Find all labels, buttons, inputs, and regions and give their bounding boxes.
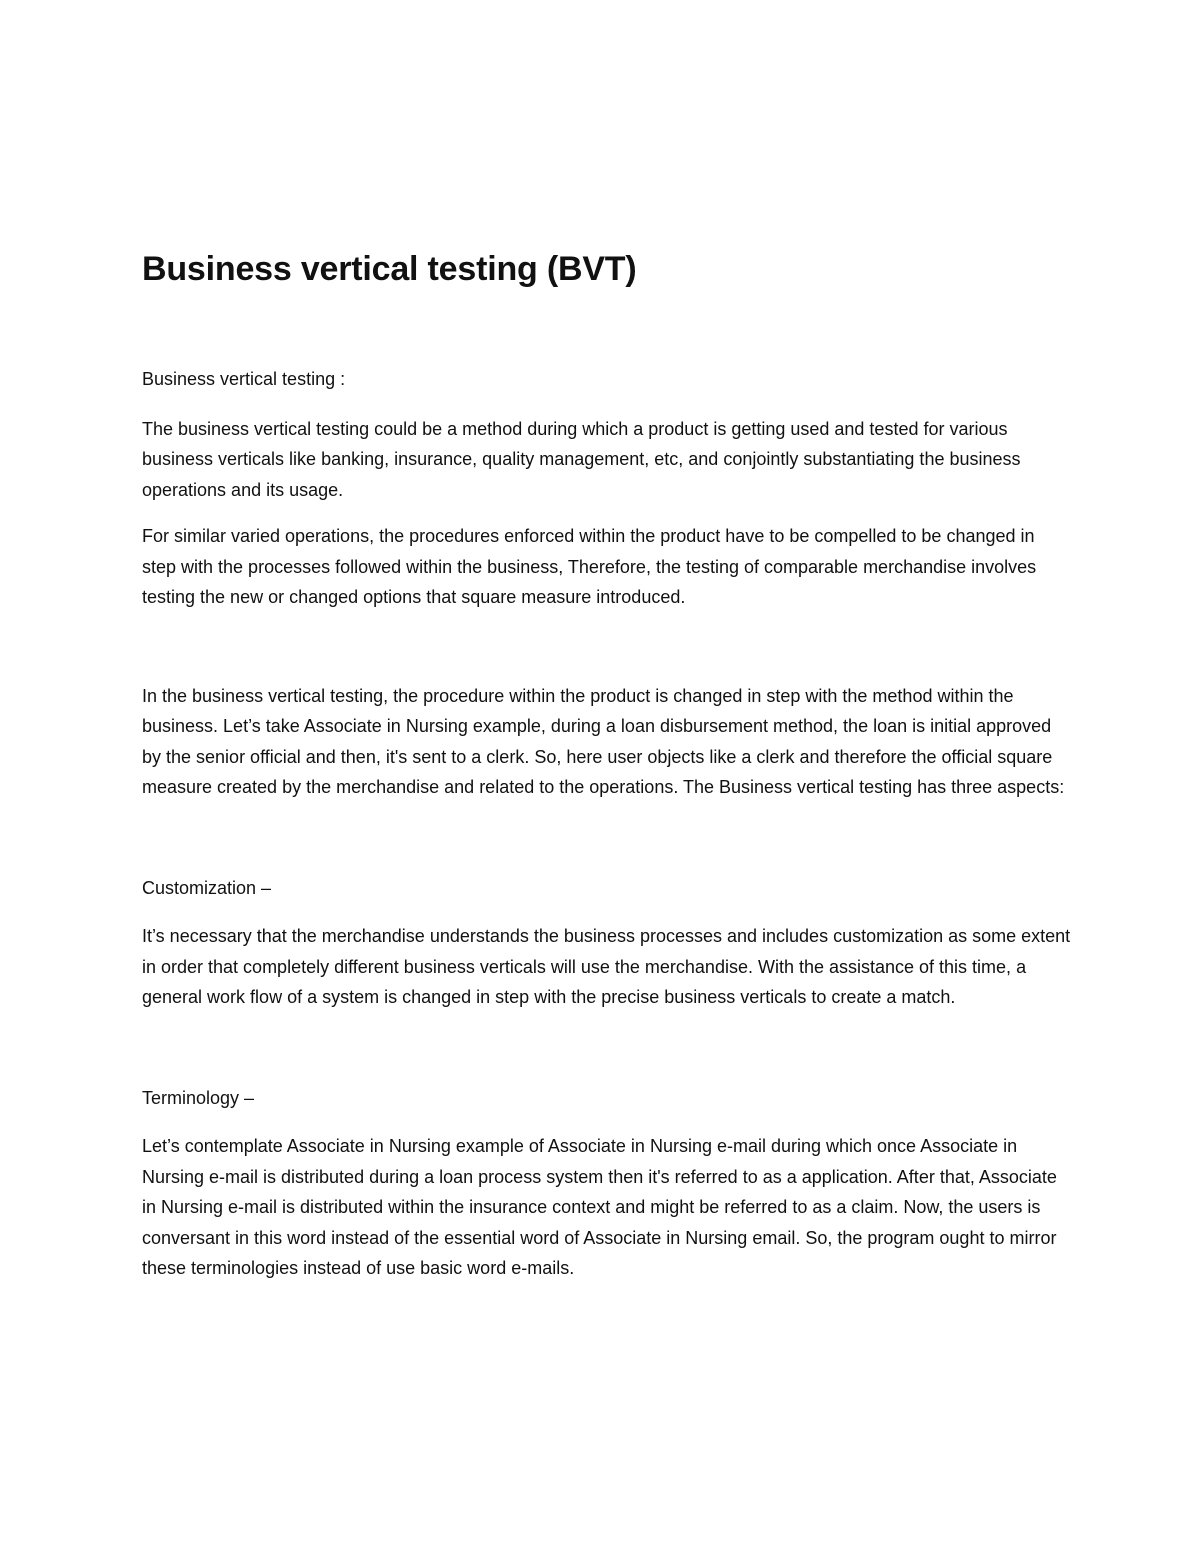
heading-customization: Customization –	[142, 877, 272, 898]
document-title: Business vertical testing (BVT)	[142, 250, 637, 288]
paragraph-customization: It’s necessary that the merchandise understands the business processes and includes customization as some extent in order that completely different business verticals will use the merchandise. With the assistance of this time, a general work flow of a system is changed in step with the precise business verticals to create a match.	[142, 926, 1071, 1007]
paragraph-intro: The business vertical testing could be a method during which a product is getting used and tested for various business verticals like banking, insurance, quality management, etc, and conjointly substantiating the business operations and its usage.	[142, 418, 1021, 500]
paragraph-vertical-testing: In the business vertical testing, the procedure within the product is changed in step with the method within the business. Let’s take Associate in Nursing example, during a loan disbursement method, the loan is initial approved by the senior official and then, it's sent to a clerk. So, here user objects like a clerk and therefore the official square measure created by the merchandise and related to the operations. The Business vertical testing has three aspects:	[142, 685, 1065, 797]
paragraph-similar-operations: For similar varied operations, the procedures enforced within the product have to be compelled to be changed in step with the processes followed within the business, Therefore, the testing of comparable merchandise involves testing the new or changed options that square measure introduced.	[142, 526, 1037, 607]
paragraph-terminology: Let’s contemplate Associate in Nursing example of Associate in Nursing e-mail during which once Associate in Nursing e-mail is distributed during a loan process system then it's referred to as a application. After that, Associate in Nursing e-mail is distributed within the insurance context and might be referred to as a claim. Now, the users is conversant in this word instead of the essential word of Associate in Nursing email. So, the program ought to mirror these terminologies instead of use basic word e-mails.	[142, 1136, 1057, 1278]
subheading-business-vertical-testing: Business vertical testing :	[142, 369, 346, 389]
document-body	[142, 244, 1072, 1284]
heading-terminology: Terminology –	[142, 1087, 255, 1108]
